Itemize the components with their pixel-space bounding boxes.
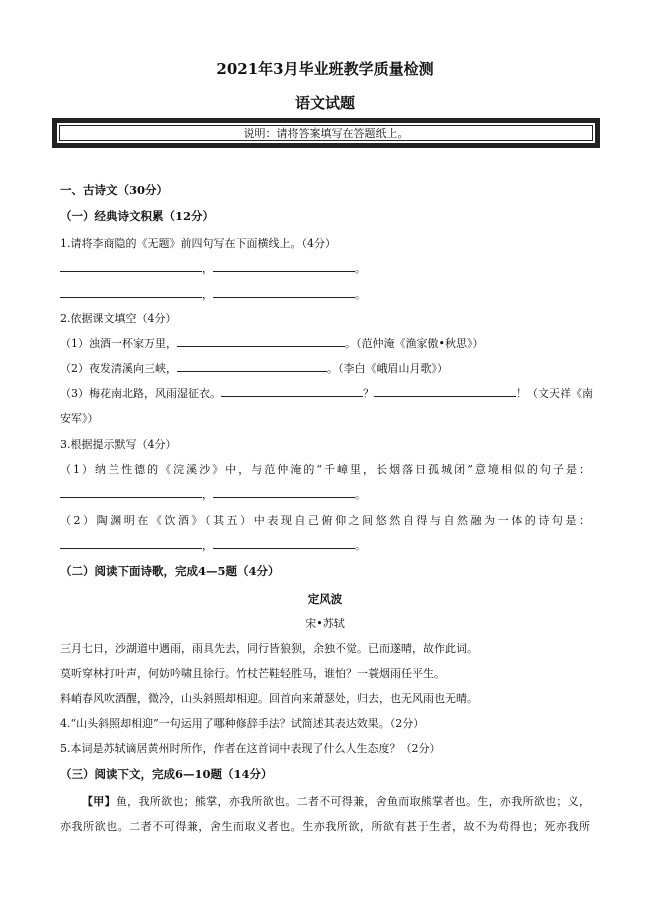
question-3-item-1: （1）纳兰性德的《浣溪沙》中，与范仲淹的“千嶂里，长烟落日孤城闭”意境相似的句子是： bbox=[60, 463, 590, 476]
question-2-item-2 bbox=[60, 360, 448, 376]
question-2-item-3 bbox=[60, 385, 593, 401]
poem-line-1: 莫听穿林打叶声，何妨吟啸且徐行。竹杖芒鞋轻胜马，谁怕？一蓑烟雨任平生。 bbox=[60, 667, 445, 680]
question-2-prompt: 2.依据课文填空（4分） bbox=[60, 312, 177, 325]
question-2-item-1 bbox=[60, 335, 484, 351]
notice-text: 说明：请将答案填写在答题纸上。 bbox=[59, 125, 593, 141]
notice-box bbox=[52, 118, 600, 148]
question-5: 5.本词是苏轼谪居黄州时所作，作者在这首词中表现了什么人生态度？（2分） bbox=[60, 742, 441, 755]
section-heading: 一、古诗文（30分） bbox=[60, 183, 169, 197]
item-tail: 。（范仲淹《渔家傲•秋思》） bbox=[345, 337, 484, 350]
question-4: 4.“山头斜照却相迎”一句运用了哪种修辞手法？试简述其表达效果。（2分） bbox=[60, 717, 425, 730]
item-tail: 。（李白《峨眉山月歌》） bbox=[327, 362, 448, 375]
part2-heading: （二）阅读下面诗歌，完成4—5题（4分） bbox=[60, 564, 280, 578]
period-mark: 。 bbox=[355, 539, 366, 552]
item-tail: ！（文天祥《南 bbox=[516, 387, 593, 400]
passage-line-1 bbox=[60, 793, 590, 809]
subject-title: 语文试题 bbox=[294, 94, 355, 112]
question-1-prompt: 1.请将李商隐的《无题》前四句写在下面横线上。（4分） bbox=[60, 237, 336, 250]
question-2-item-3-cont: 安军》） bbox=[60, 412, 99, 425]
answer-blank[interactable] bbox=[60, 537, 202, 549]
answer-row bbox=[60, 537, 366, 553]
item-lead: （2）夜发清溪向三峡， bbox=[60, 362, 177, 375]
passage-text: 鱼，我所欲也；熊掌，亦我所欲也。二者不可得兼，舍鱼而取熊掌者也。生，亦我所欲也；义， bbox=[115, 795, 591, 808]
answer-row bbox=[60, 486, 366, 502]
item-lead: （3）梅花南北路，风雨湿征衣。 bbox=[60, 387, 221, 400]
answer-blank[interactable] bbox=[60, 286, 202, 298]
answer-row bbox=[60, 260, 366, 276]
comma-mark: ， bbox=[202, 262, 213, 275]
period-mark: 。 bbox=[355, 262, 366, 275]
answer-blank[interactable] bbox=[213, 286, 355, 298]
item-lead: （1）浊酒一杯家万里， bbox=[60, 337, 177, 350]
answer-blank[interactable] bbox=[213, 260, 355, 272]
question-3-item-2: （2）陶渊明在《饮酒》（其五）中表现自己俯仰之间悠然自得与自然融为一体的诗句是： bbox=[60, 514, 590, 527]
part1-heading: （一）经典诗文积累（12分） bbox=[60, 209, 215, 223]
item-mid: ？ bbox=[363, 387, 374, 400]
answer-blank[interactable] bbox=[177, 360, 327, 372]
period-mark: 。 bbox=[355, 488, 366, 501]
exam-main-title: 2021年3月毕业班教学质量检测 bbox=[216, 60, 434, 78]
poem-author: 宋•苏轼 bbox=[305, 617, 345, 630]
poem-preface: 三月七日，沙湖道中遇雨，雨具先去，同行皆狼狈，余独不觉。已而遂晴，故作此词。 bbox=[60, 642, 478, 655]
answer-blank[interactable] bbox=[60, 486, 202, 498]
part3-heading: （三）阅读下文，完成6—10题（14分） bbox=[60, 767, 273, 781]
answer-blank[interactable] bbox=[60, 260, 202, 272]
answer-blank[interactable] bbox=[177, 335, 345, 347]
answer-blank[interactable] bbox=[213, 537, 355, 549]
question-3-prompt: 3.根据提示默写（4分） bbox=[60, 438, 177, 451]
answer-blank[interactable] bbox=[374, 385, 516, 397]
comma-mark: ， bbox=[202, 539, 213, 552]
comma-mark: ， bbox=[202, 288, 213, 301]
poem-title: 定风波 bbox=[307, 592, 343, 606]
answer-blank[interactable] bbox=[213, 486, 355, 498]
poem-line-2: 料峭春风吹酒醒，微冷，山头斜照却相迎。回首向来萧瑟处，归去，也无风雨也无晴。 bbox=[60, 692, 478, 705]
period-mark: 。 bbox=[355, 288, 366, 301]
answer-blank[interactable] bbox=[221, 385, 363, 397]
answer-row bbox=[60, 286, 366, 302]
comma-mark: ， bbox=[202, 488, 213, 501]
passage-label: 【甲】 bbox=[82, 795, 116, 808]
passage-line-2: 亦我所欲也。二者不可得兼，舍生而取义者也。生亦我所欲，所欲有甚于生者，故不为苟得也；死亦我所 bbox=[60, 820, 590, 833]
